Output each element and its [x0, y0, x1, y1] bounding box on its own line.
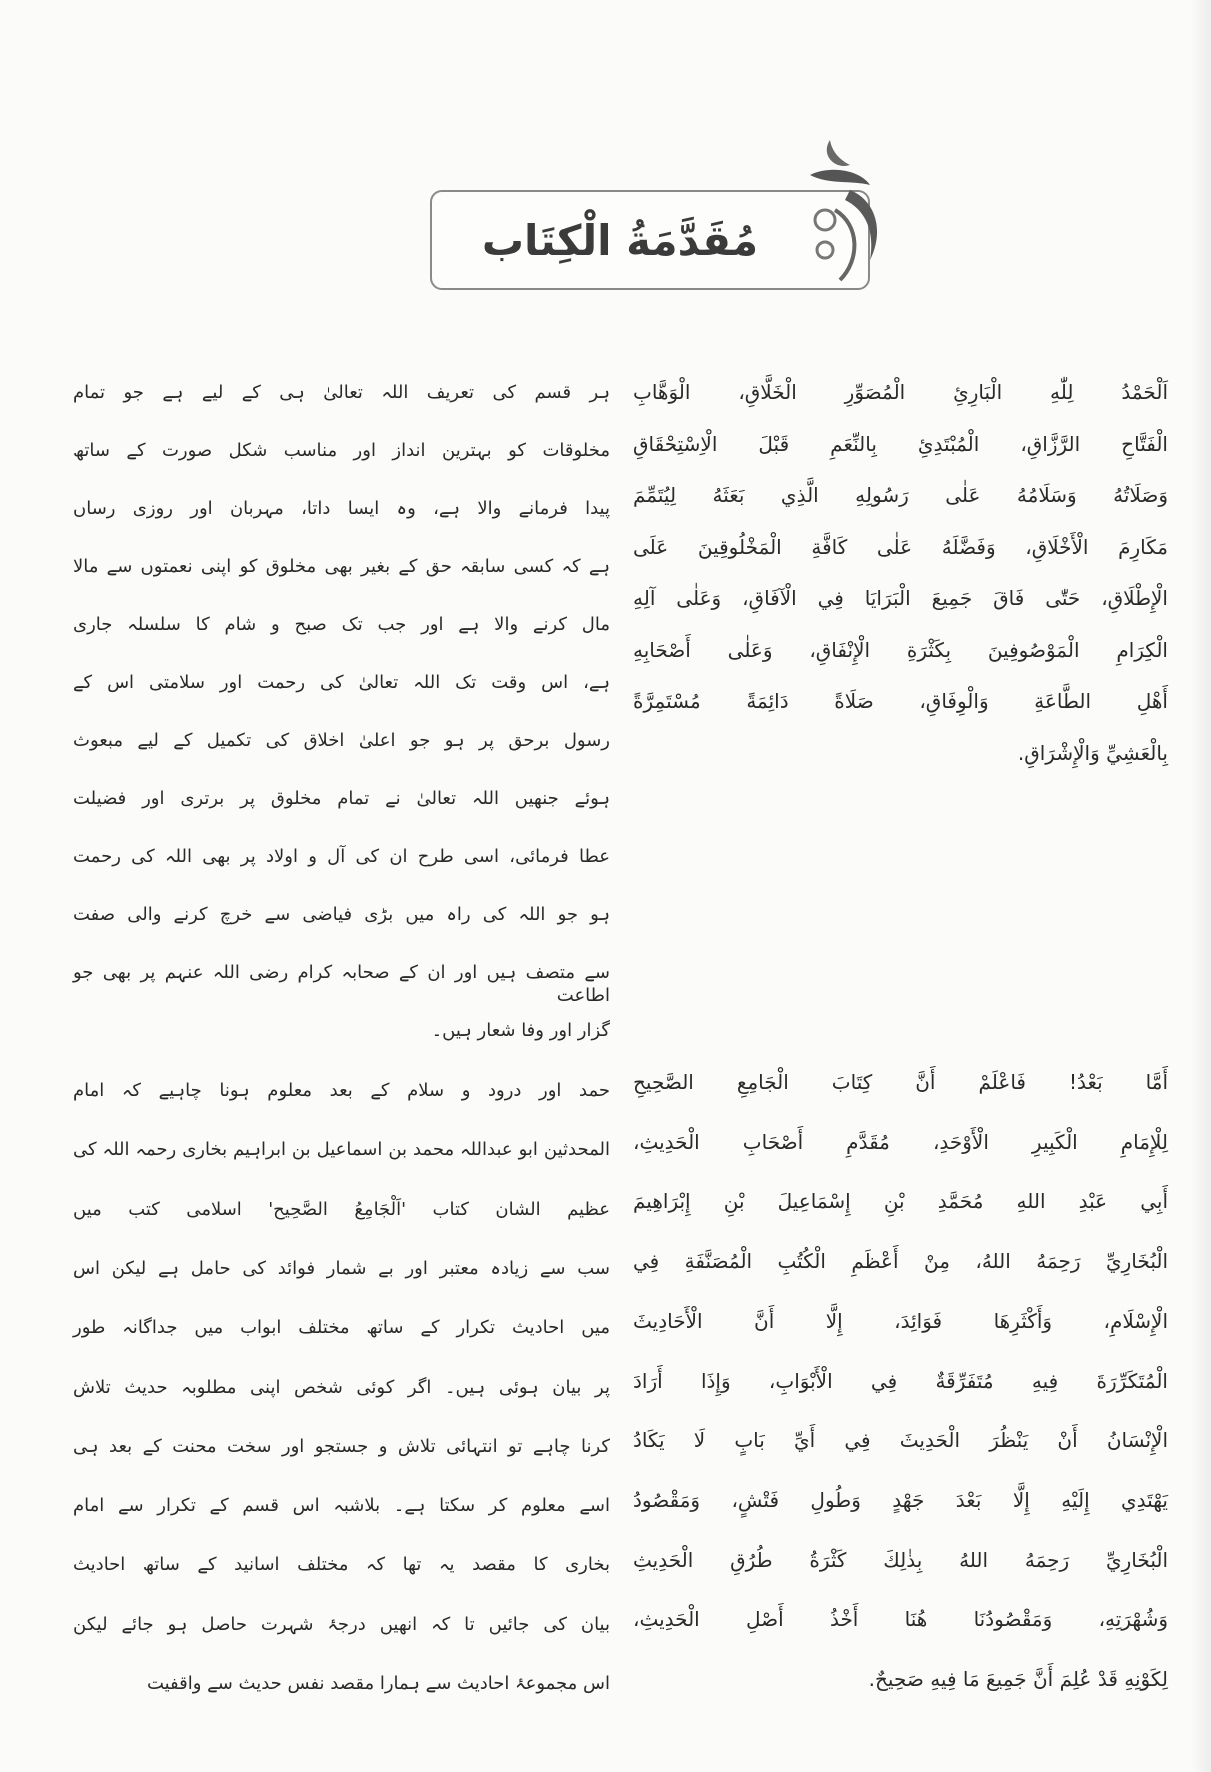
- urdu-para1-line: پیدا فرمانے والا ہے، وہ ایسا داتا، مہربان اور روزی رساں: [73, 498, 610, 519]
- urdu-para2-line: بیان کی جائیں تا کہ انھیں درجۂ شہرت حاصل ہو جائے لیکن: [73, 1613, 610, 1635]
- arabic-para2-line: الْإِنْسَانُ أَنْ يَنْظُرَ الْحَدِيثَ فِي أَيِّ بَابٍ لَا يَكَادُ: [633, 1428, 1168, 1453]
- arabic-para1-line: الْفَتَّاحِ الرَّزَّاقِ، الْمُبْتَدِئِ بِالنِّعَمِ قَبْلَ الْاِسْتِحْقَاقِ: [633, 431, 1168, 456]
- urdu-para2-line: اس مجموعۂ احادیث سے ہمارا مقصد نفس حدیث سے واقفیت: [146, 1673, 610, 1694]
- urdu-para1-line: مخلوقات کو بہترین انداز اور مناسب شکل صورت کے ساتھ: [73, 440, 610, 461]
- urdu-para1-line: گزار اور وفا شعار ہیں۔: [431, 1020, 610, 1041]
- urdu-para1-line: ہوئے جنھیں اللہ تعالیٰ نے تمام مخلوق پر برتری اور فضیلت: [73, 788, 610, 809]
- arabic-para2-line: يَهْتَدِي إِلَيْهِ إِلَّا بَعْدَ جَهْدٍ وَطُولِ فَتْشٍ، وَمَقْصُودُ: [633, 1487, 1168, 1512]
- urdu-para1-line: ہے، اس وقت تک اللہ تعالیٰ کی رحمت اور سلامتی اس کے: [73, 672, 610, 693]
- arabic-para2-line: الْمُتَكَرِّرَةَ فِيهِ مُتَفَرِّقَةٌ فِي الْأَبْوَابِ، وَإِذَا أَرَادَ: [633, 1368, 1168, 1393]
- arabic-para2-line: أَبِي عَبْدِ اللهِ مُحَمَّدِ بْنِ إِسْمَاعِيلَ بْنِ إِبْرَاهِيمَ: [633, 1189, 1168, 1214]
- urdu-para2-line: المحدثین ابو عبداللہ محمد بن اسماعیل بن ابراہیم بخاری رحمہ اللہ کی: [73, 1139, 610, 1161]
- arabic-para1-line: وَصَلَاتُهُ وَسَلَامُهُ عَلٰى رَسُولِهِ الَّذِي بَعَثَهُ لِيُتَمِّمَ: [633, 483, 1168, 507]
- urdu-para1-line: سے متصف ہیں اور ان کے صحابہ کرام رضی اللہ عنہم پر بھی جو اطاعت: [73, 962, 610, 1006]
- urdu-para2-line: سب سے زیادہ معتبر اور بے شمار فوائد کی حامل ہے لیکن اس: [73, 1257, 610, 1279]
- arabic-para2-line: الْبُخَارِيِّ رَحِمَهُ اللهُ بِذٰلِكَ كَثْرَةُ طُرُقِ الْحَدِيثِ: [633, 1547, 1168, 1572]
- arabic-para2-line: الْبُخَارِيِّ رَحِمَهُ اللهُ، مِنْ أَعْظَمِ الْكُتُبِ الْمُصَنَّفَةِ فِي: [633, 1249, 1168, 1274]
- arabic-para1-line: اَلْحَمْدُ لِلّٰهِ الْبَارِئِ الْمُصَوِّرِ الْخَلَّاقِ، الْوَهَّابِ: [633, 380, 1168, 404]
- urdu-para2-line: حمد اور درود و سلام کے بعد معلوم ہونا چاہیے کہ امام: [73, 1080, 610, 1101]
- urdu-para1-line: مال کرنے والا ہے اور جب تک صبح و شام کا سلسلہ جاری: [73, 614, 610, 635]
- arabic-para2-line: الْإِسْلَامِ، وَأَكْثَرِهَا فَوَائِدَ، إِلَّا أَنَّ الْأَحَادِيثَ: [633, 1308, 1168, 1333]
- urdu-para1-line: ہے کہ کسی سابقہ حق کے بغیر بھی مخلوق کو اپنی نعمتوں سے مالا: [73, 556, 610, 577]
- arabic-para1-line: الْإِطْلَاقِ، حَتّٰى فَاقَ جَمِيعَ الْبَرَايَا فِي الْآفَاقِ، وَعَلٰى آلِهِ: [633, 586, 1168, 610]
- arabic-para1-line: أَهْلِ الطَّاعَةِ وَالْوِفَاقِ، صَلَاةً دَائِمَةً مُسْتَمِرَّةً: [633, 689, 1168, 713]
- urdu-para2-line: اسے معلوم کر سکتا ہے۔ بلاشبہ اس قسم کے تکرار سے امام: [73, 1495, 610, 1517]
- urdu-para2-line: عظیم الشان کتاب 'اَلْجَامِعُ الصَّحِیح' اسلامی کتب میں: [73, 1198, 610, 1220]
- arabic-para2-line: وَشُهْرَتِهِ، وَمَقْصُودُنَا هُنَا أَخْذُ أَصْلِ الْحَدِيثِ،: [633, 1607, 1168, 1632]
- arabic-para1-line: الْكِرَامِ الْمَوْصُوفِينَ بِكَثْرَةِ الْإِنْفَاقِ، وَعَلٰى أَصْحَابِهِ: [633, 637, 1168, 662]
- arabic-para2-line: لِكَوْنِهِ قَدْ عُلِمَ أَنَّ جَمِيعَ مَا فِيهِ صَحِيحٌ.: [868, 1667, 1168, 1691]
- arabic-para1-line: مَكَارِمَ الْأَخْلَاقِ، وَفَضَّلَهُ عَلٰى كَافَّةِ الْمَخْلُوقِينَ عَلَى: [633, 534, 1168, 559]
- urdu-para2-line: پر بیان ہوئی ہیں۔ اگر کوئی شخص اپنی مطلوبہ حدیث تلاش: [73, 1376, 610, 1398]
- urdu-para1-line: ہو جو اللہ کی راہ میں بڑی فیاضی سے خرچ کرنے والی صفت: [73, 904, 610, 925]
- urdu-para2-line: کرنا چاہے تو انتہائی تلاش و جستجو اور سخت محنت کے بعد ہی: [73, 1435, 610, 1457]
- urdu-para2-line: بخاری کا مقصد یہ تھا کہ مختلف اسانید کے ساتھ احادیث: [73, 1554, 610, 1576]
- arabic-para1-line: بِالْعَشِيِّ وَالْإِشْرَاقِ.: [1017, 740, 1168, 765]
- arabic-para2-line: لِلْإِمَامِ الْكَبِيرِ الْأَوْحَدِ، مُقَدَّمِ أَصْحَابِ الْحَدِيثِ،: [633, 1129, 1168, 1154]
- urdu-para1-line: ہر قسم کی تعریف اللہ تعالیٰ ہی کے لیے ہے جو تمام: [73, 382, 610, 403]
- page-edge-shadow: [1191, 0, 1211, 1772]
- page-title: مُقَدَّمَةُ الْكِتَاب: [481, 215, 759, 265]
- urdu-para1-line: عطا فرمائی، اسی طرح ان کی آل و اولاد پر بھی اللہ کی رحمت: [73, 846, 610, 867]
- urdu-para2-line: میں احادیث تکرار کے ساتھ مختلف ابواب میں جداگانہ طور: [73, 1317, 610, 1339]
- urdu-para1-line: رسول برحق پر ہو جو اعلیٰ اخلاق کی تکمیل کے لیے مبعوث: [73, 730, 610, 751]
- arabic-para2-line: أَمَّا بَعْدُ! فَاعْلَمْ أَنَّ كِتَابَ الْجَامِعِ الصَّحِيحِ: [633, 1070, 1168, 1094]
